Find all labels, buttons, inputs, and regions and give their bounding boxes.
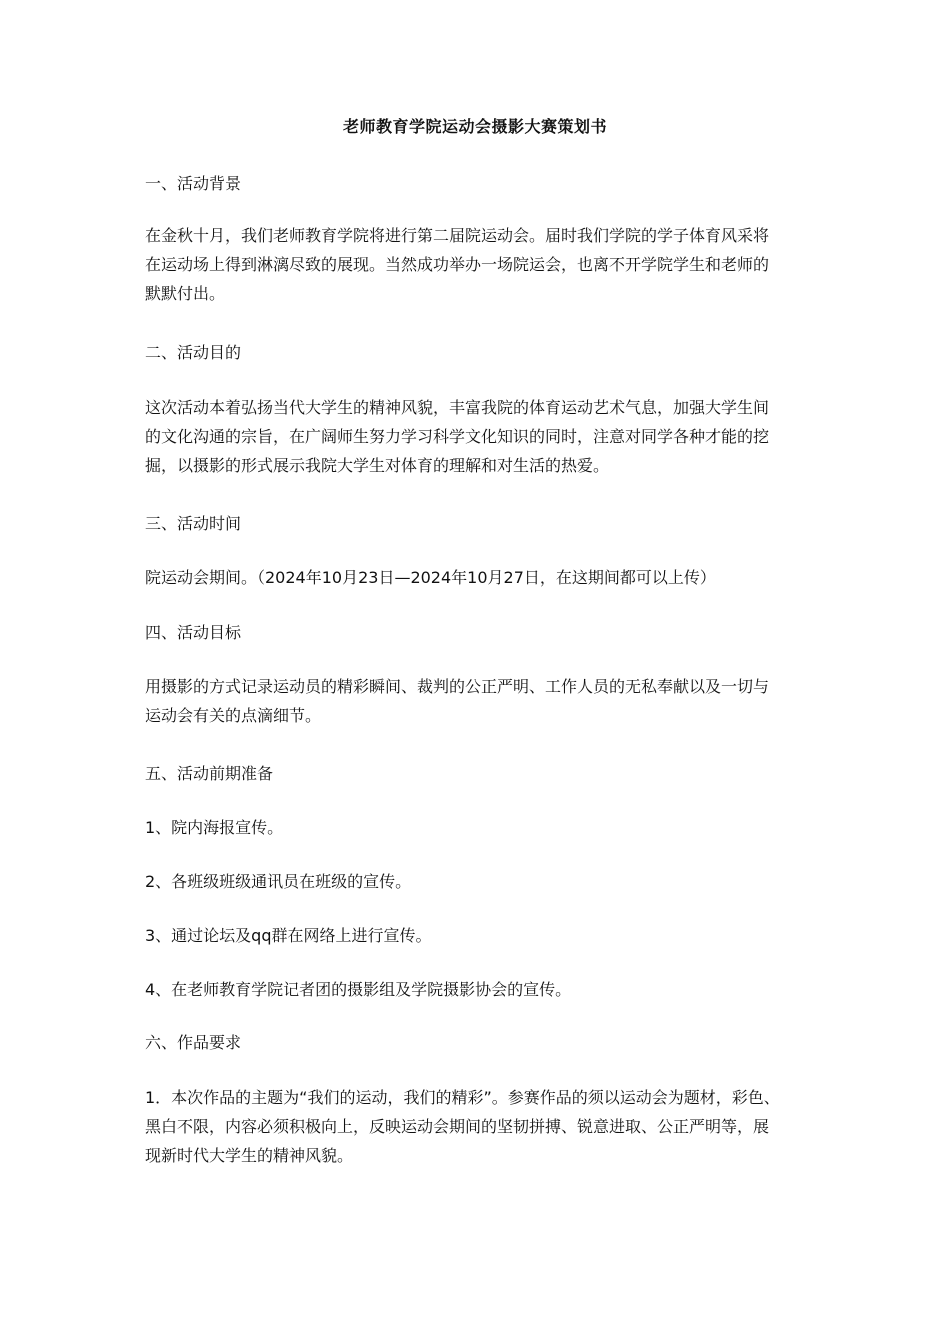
paragraph-line: 在金秋十月，我们老师教育学院将进行第二届院运动会。届时我们学院的学子体育风采将: [145, 226, 770, 245]
section-heading-preparation: 五、活动前期准备: [145, 764, 274, 783]
section-body-time: 院运动会期间。（2024年10月23日—2024年10月27日，在这期间都可以上传）: [145, 568, 716, 587]
section-body-background: [145, 221, 815, 308]
section-body-purpose: [145, 393, 815, 480]
list-item: 2、各班级班级通讯员在班级的宣传。: [145, 872, 412, 891]
section-heading-background: 一、活动背景: [145, 174, 242, 193]
paragraph-line: 掘，以摄影的形式展示我院大学生对体育的理解和对生活的热爱。: [145, 456, 610, 475]
paragraph-line: 运动会有关的点滴细节。: [145, 706, 322, 725]
section-body-requirements: [145, 1083, 815, 1170]
paragraph-line: 的文化沟通的宗旨，在广阔师生努力学习科学文化知识的同时，注意对同学各种才能的挖: [145, 427, 770, 446]
section-heading-time: 三、活动时间: [145, 514, 242, 533]
paragraph-line: 黑白不限，内容必须积极向上，反映运动会期间的坚韧拼搏、锐意进取、公正严明等，展: [145, 1117, 770, 1136]
paragraph-line: 这次活动本着弘扬当代大学生的精神风貌，丰富我院的体育运动艺术气息，加强大学生间: [145, 398, 770, 417]
list-item: 1、院内海报宣传。: [145, 818, 284, 837]
paragraph-line: 在运动场上得到淋漓尽致的展现。当然成功举办一场院运会，也离不开学院学生和老师的: [145, 255, 770, 274]
paragraph-line: 1．本次作品的主题为“我们的运动，我们的精彩”。参赛作品的须以运动会为题材，彩色、: [145, 1088, 780, 1107]
list-item: 4、在老师教育学院记者团的摄影组及学院摄影协会的宣传。: [145, 980, 572, 999]
section-heading-goal: 四、活动目标: [145, 623, 242, 642]
document-title: 老师教育学院运动会摄影大赛策划书: [342, 117, 607, 136]
section-body-goal: [145, 672, 815, 730]
section-heading-purpose: 二、活动目的: [145, 343, 242, 362]
section-heading-requirements: 六、作品要求: [145, 1033, 242, 1052]
list-item: 3、通过论坛及qq群在网络上进行宣传。: [145, 926, 432, 945]
paragraph-line: 用摄影的方式记录运动员的精彩瞬间、裁判的公正严明、工作人员的无私奉献以及一切与: [145, 677, 770, 696]
paragraph-line: 现新时代大学生的精神风貌。: [145, 1146, 354, 1165]
paragraph-line: 默默付出。: [145, 284, 226, 303]
